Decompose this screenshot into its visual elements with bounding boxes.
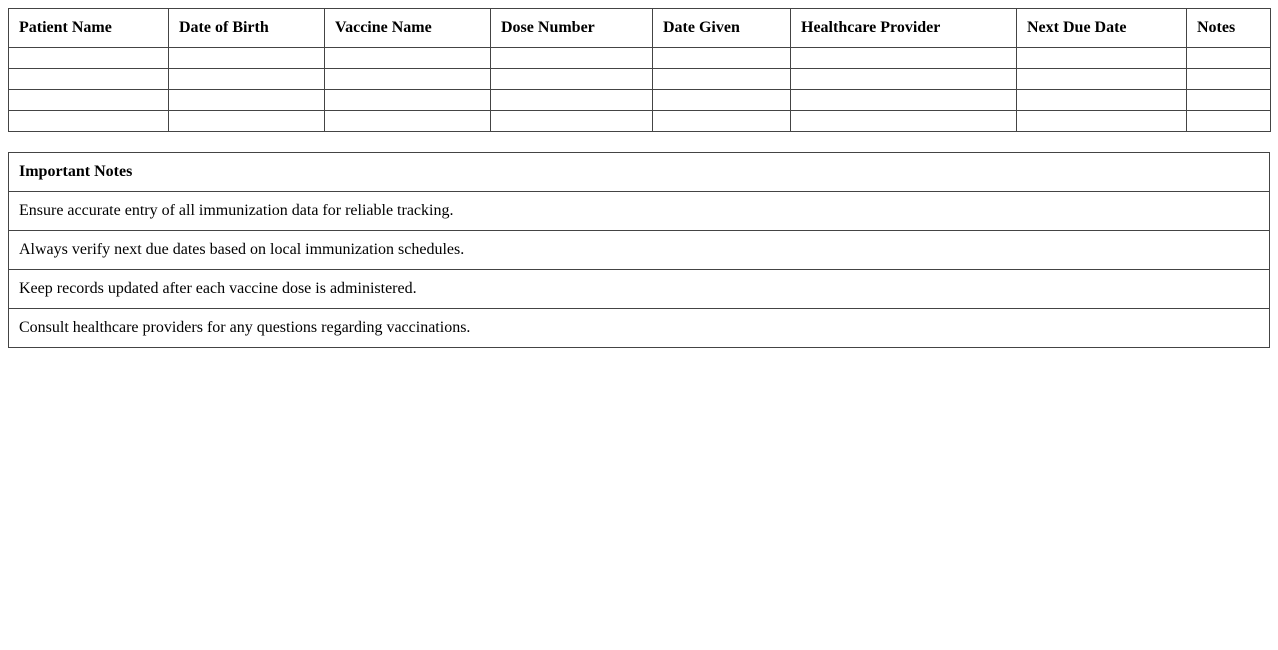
- note-item: Ensure accurate entry of all immunization data for reliable tracking.: [9, 192, 1270, 231]
- header-date-given: Date Given: [653, 9, 791, 48]
- table-cell[interactable]: [1187, 69, 1271, 90]
- table-cell[interactable]: [653, 90, 791, 111]
- table-row: [9, 48, 1271, 69]
- table-cell[interactable]: [1017, 111, 1187, 132]
- table-cell[interactable]: [653, 111, 791, 132]
- table-cell[interactable]: [791, 111, 1017, 132]
- table-cell[interactable]: [169, 48, 325, 69]
- header-date-of-birth: Date of Birth: [169, 9, 325, 48]
- table-cell[interactable]: [653, 69, 791, 90]
- notes-title: Important Notes: [9, 153, 1270, 192]
- table-cell[interactable]: [491, 69, 653, 90]
- note-item: Always verify next due dates based on local immunization schedules.: [9, 231, 1270, 270]
- table-cell[interactable]: [325, 111, 491, 132]
- table-cell[interactable]: [9, 111, 169, 132]
- header-healthcare-provider: Healthcare Provider: [791, 9, 1017, 48]
- table-cell[interactable]: [653, 48, 791, 69]
- table-cell[interactable]: [1187, 48, 1271, 69]
- header-patient-name: Patient Name: [9, 9, 169, 48]
- table-cell[interactable]: [169, 90, 325, 111]
- table-cell[interactable]: [1017, 90, 1187, 111]
- immunization-records-table: [8, 8, 1271, 132]
- table-cell[interactable]: [325, 69, 491, 90]
- table-cell[interactable]: [1017, 48, 1187, 69]
- table-row: [9, 90, 1271, 111]
- table-cell[interactable]: [9, 90, 169, 111]
- table-row: [9, 111, 1271, 132]
- table-cell[interactable]: [491, 48, 653, 69]
- table-cell[interactable]: [491, 111, 653, 132]
- table-cell[interactable]: [791, 48, 1017, 69]
- table-cell[interactable]: [325, 90, 491, 111]
- table-cell[interactable]: [1017, 69, 1187, 90]
- note-item: Consult healthcare providers for any questions regarding vaccinations.: [9, 309, 1270, 348]
- table-cell[interactable]: [791, 90, 1017, 111]
- table-cell[interactable]: [1187, 111, 1271, 132]
- table-cell[interactable]: [791, 69, 1017, 90]
- header-notes: Notes: [1187, 9, 1271, 48]
- note-item: Keep records updated after each vaccine dose is administered.: [9, 270, 1270, 309]
- table-cell[interactable]: [1187, 90, 1271, 111]
- header-dose-number: Dose Number: [491, 9, 653, 48]
- table-cell[interactable]: [9, 48, 169, 69]
- important-notes-table: [8, 152, 1270, 348]
- table-cell[interactable]: [9, 69, 169, 90]
- table-cell[interactable]: [169, 111, 325, 132]
- table-cell[interactable]: [169, 69, 325, 90]
- table-cell[interactable]: [325, 48, 491, 69]
- header-vaccine-name: Vaccine Name: [325, 9, 491, 48]
- table-cell[interactable]: [491, 90, 653, 111]
- header-next-due-date: Next Due Date: [1017, 9, 1187, 48]
- table-row: [9, 69, 1271, 90]
- header-row: [9, 9, 1271, 48]
